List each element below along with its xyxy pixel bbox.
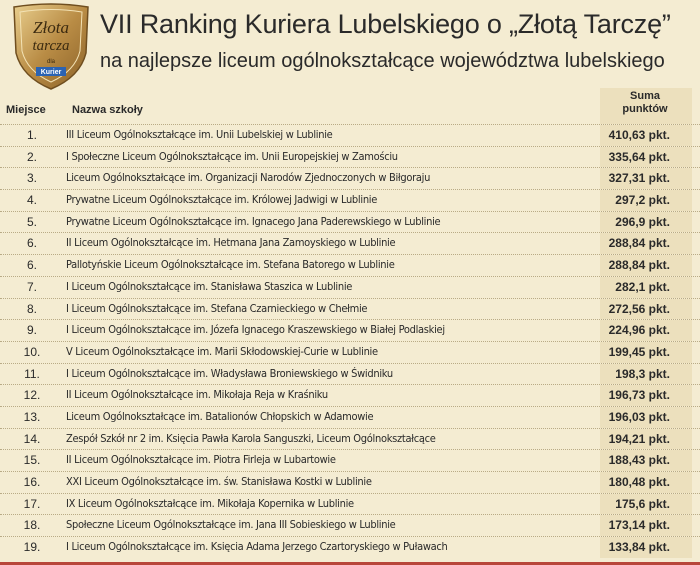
row-score: 188,43 pkt.: [600, 450, 692, 471]
row-school-name: Zespół Szkół nr 2 im. Księcia Pawła Karola Sanguszki, Liceum Ogólnokształcące: [66, 431, 436, 445]
table-row: [0, 146, 700, 168]
row-school-name: I Społeczne Liceum Ogólnokształcące im. Unii Europejskiej w Zamościu: [66, 149, 398, 163]
row-place: 6.: [26, 258, 37, 273]
row-score: 335,64 pkt.: [600, 147, 692, 168]
header-score-line2: punktów: [622, 103, 668, 115]
row-school-name: III Liceum Ogólnokształcące im. Unii Lubelskiej w Lublinie: [66, 128, 333, 141]
table-row: [0, 406, 700, 428]
header-place: Miejsce: [6, 104, 46, 116]
row-score: 297,2 pkt.: [600, 190, 692, 211]
row-school-name: Liceum Ogólnokształcące im. Organizacji Narodów Zjednoczonych w Biłgoraju: [66, 171, 431, 185]
zlota-tarcza-logo: [10, 3, 92, 91]
page-title: VII Ranking Kuriera Lubelskiego o „Złotą Tarczę”: [100, 9, 671, 39]
table-row: [0, 319, 700, 341]
row-score: 296,9 pkt.: [600, 212, 692, 233]
row-score: 288,84 pkt.: [600, 255, 692, 276]
table-row: [0, 428, 700, 450]
row-school-name: I Liceum Ogólnokształcące im. Władysława Broniewskiego w Świdniku: [66, 366, 393, 380]
table-row: [0, 493, 700, 515]
row-score: 175,6 pkt.: [600, 494, 692, 515]
row-school-name: I Liceum Ogólnokształcące im. Księcia Adama Jerzego Czartoryskiego w Puławach: [66, 540, 448, 554]
table-header: [0, 88, 700, 124]
row-school-name: V Liceum Ogólnokształcące im. Marii Skłodowskiej-Curie w Lublinie: [66, 344, 378, 358]
row-score: 196,73 pkt.: [600, 385, 692, 406]
row-school-name: II Liceum Ogólnokształcące im. Hetmana Jana Zamoyskiego w Lublinie: [66, 236, 396, 250]
table-row: [0, 276, 700, 298]
table-row: [0, 167, 700, 189]
row-place: 13.: [23, 409, 41, 424]
row-score: 410,63 pkt.: [600, 125, 692, 146]
table-row: [0, 341, 700, 363]
table-row: [0, 232, 700, 254]
row-place: 4.: [26, 193, 37, 208]
row-place: 1.: [26, 128, 37, 142]
row-score: 224,96 pkt.: [600, 320, 692, 341]
row-school-name: Społeczne Liceum Ogólnokształcące im. Jana III Sobieskiego w Lublinie: [66, 518, 396, 532]
table-row: [0, 298, 700, 320]
table-row: [0, 189, 700, 211]
table-row: [0, 514, 700, 536]
logo-line1: Złota: [33, 18, 69, 37]
row-score: 133,84 pkt.: [600, 537, 692, 558]
row-score: 199,45 pkt.: [600, 342, 692, 363]
table-row: [0, 471, 700, 493]
row-score: 196,03 pkt.: [600, 407, 692, 428]
row-place: 6.: [26, 236, 37, 251]
row-place: 9.: [26, 323, 37, 338]
row-place: 5.: [26, 214, 37, 229]
table-row: [0, 124, 700, 146]
row-score: 180,48 pkt.: [600, 472, 692, 493]
row-score: 194,21 pkt.: [600, 429, 692, 450]
row-score: 288,84 pkt.: [600, 233, 692, 254]
row-score: 327,31 pkt.: [600, 168, 692, 189]
shield-icon: [10, 3, 92, 91]
row-place: 18.: [23, 518, 41, 533]
row-place: 12.: [23, 388, 41, 403]
logo-line4: Kurier: [40, 69, 62, 76]
row-place: 7.: [26, 279, 37, 294]
row-score: 198,3 pkt.: [600, 364, 692, 385]
logo-line2: tarcza: [32, 38, 70, 54]
logo-line3: dla: [46, 59, 56, 65]
header-score-line1: Suma: [630, 90, 660, 102]
table-row: [0, 254, 700, 276]
row-place: 16.: [23, 475, 41, 489]
row-score: 272,56 pkt.: [600, 299, 692, 320]
table-row: [0, 449, 700, 471]
header-score: [600, 90, 690, 116]
row-school-name: II Liceum Ogólnokształcące im. Piotra Firleja w Lubartowie: [66, 453, 336, 467]
row-place: 17.: [23, 496, 41, 511]
row-place: 11.: [24, 366, 40, 381]
row-school-name: II Liceum Ogólnokształcące im. Mikołaja Reja w Kraśniku: [66, 388, 328, 402]
table-body: [0, 124, 700, 558]
row-place: 14.: [23, 431, 41, 446]
row-place: 8.: [26, 301, 37, 316]
row-school-name: Liceum Ogólnokształcące im. Batalionów Chłopskich w Adamowie: [66, 409, 374, 423]
row-school-name: I Liceum Ogólnokształcące im. Józefa Ignacego Kraszewskiego w Białej Podlaskiej: [66, 323, 445, 337]
header-name: Nazwa szkoły: [72, 104, 143, 116]
row-score: 173,14 pkt.: [600, 515, 692, 536]
row-school-name: Pallotyńskie Liceum Ogólnokształcące im. Stefana Batorego w Lublinie: [66, 258, 395, 272]
row-place: 15.: [23, 453, 41, 468]
row-place: 10.: [23, 344, 41, 359]
row-school-name: Prywatne Liceum Ogólnokształcące im. Ignacego Jana Paderewskiego w Lublinie: [66, 214, 441, 228]
row-place: 2.: [26, 149, 37, 164]
page-subtitle: na najlepsze liceum ogólnokształcące województwa lubelskiego: [100, 50, 665, 72]
row-place: 3.: [26, 171, 37, 186]
table-row: [0, 384, 700, 406]
row-school-name: I Liceum Ogólnokształcące im. Stanisława Staszica w Lublinie: [66, 279, 353, 293]
row-score: 282,1 pkt.: [600, 277, 692, 298]
row-school-name: XXI Liceum Ogólnokształcące im. św. Stanisława Kostki w Lublinie: [66, 475, 372, 488]
table-row: [0, 536, 700, 558]
row-place: 19.: [23, 540, 41, 555]
row-school-name: Prywatne Liceum Ogólnokształcące im. Królowej Jadwigi w Lublinie: [66, 193, 378, 207]
table-row: [0, 363, 700, 385]
row-school-name: IX Liceum Ogólnokształcące im. Mikołaja Kopernika w Lublinie: [66, 496, 354, 510]
table-row: [0, 211, 700, 233]
row-school-name: I Liceum Ogólnokształcące im. Stefana Czarnieckiego w Chełmie: [66, 301, 368, 315]
